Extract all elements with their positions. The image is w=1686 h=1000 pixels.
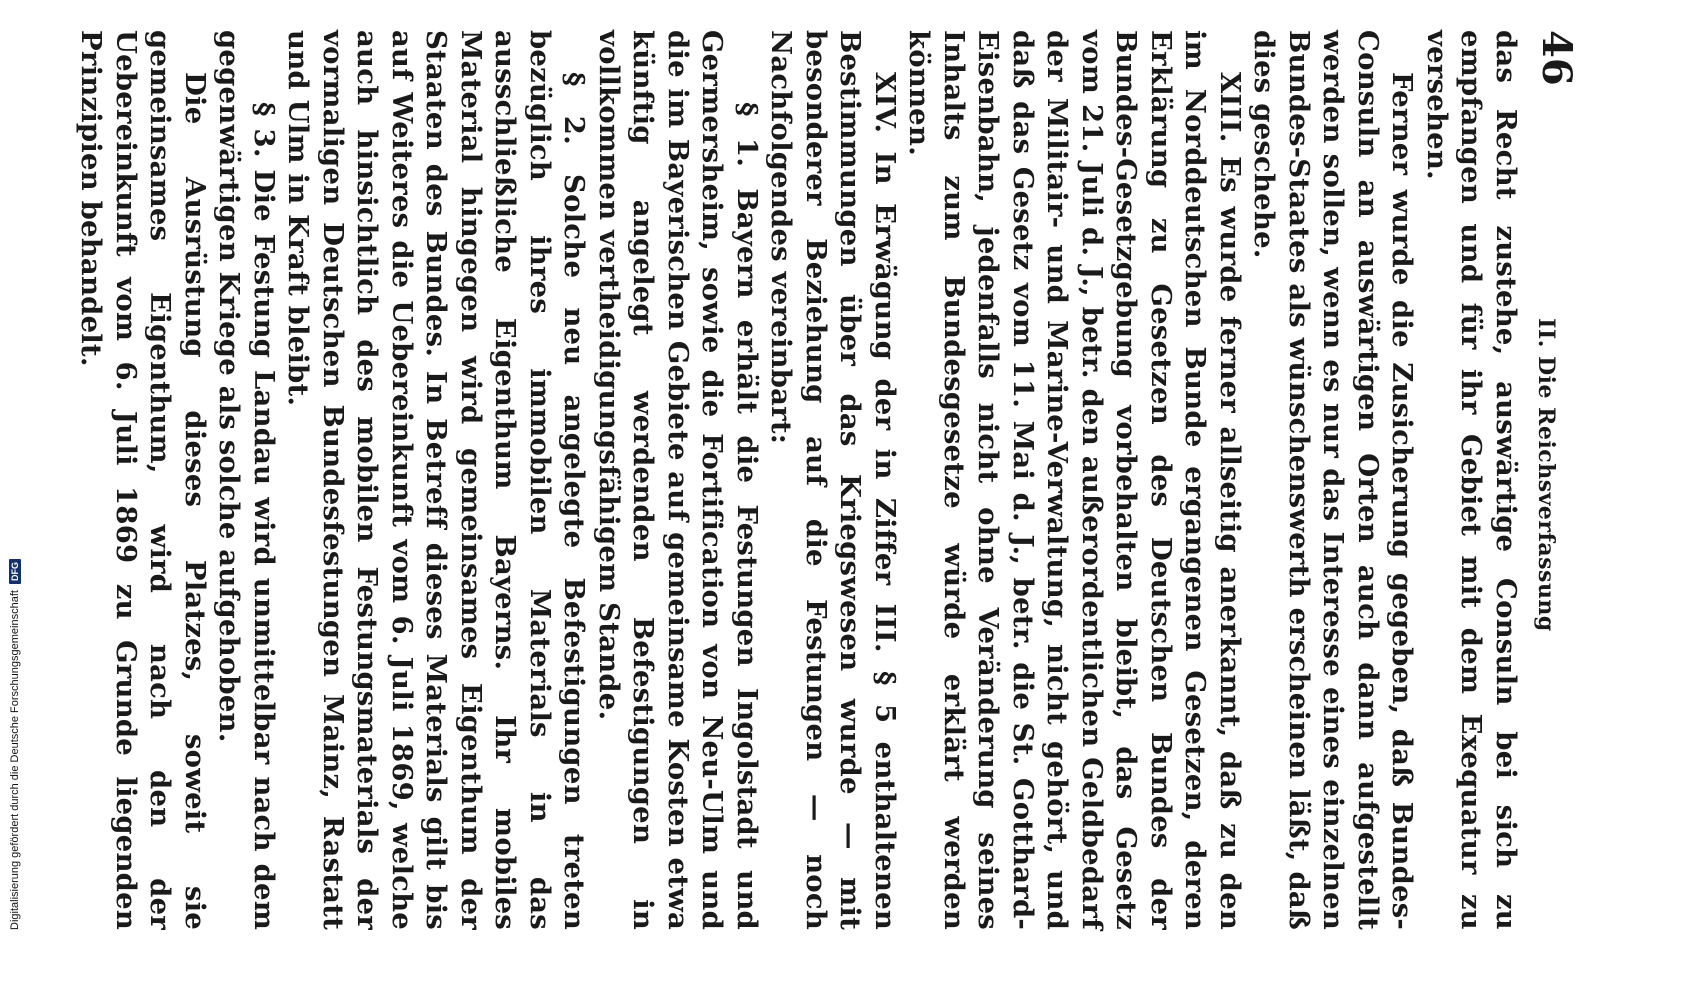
page-number: 46 xyxy=(1533,30,1580,86)
paragraph-consuls-right: das Recht zustehe, auswärtige Consuln bei sich zu empfangen und für ihr Gebiet mit dem Exequatur zu versehen. xyxy=(1421,30,1522,930)
paragraph-section-2: § 2. Solche neu angelegte Befestigungen treten bezüglich ihres immobilen Materials in das ausschließliche Eigenthum Bayerns. Ihr mobiles Material hingegen wird gemeinsames Eigenthum der Staaten des Bundes. In Betreff dieses Materials gilt bis auf Weiteres die Uebereinkunft vom 6. Juli 1869, welche auch hinsichtlich des mobilen Festungsmaterials der vormaligen Deutschen Bundesfestungen Mainz, Rastatt und Ulm in Kraft bleibt. xyxy=(282,30,591,930)
paragraph-xiii: XIII. Es wurde ferner allseitig anerkannt, daß zu den im Norddeutschen Bunde ergangenen Gesetzen, deren Erklärung zu Gesetzen des Deutschen Bundes der Bundes-Gesetzgebung vorbehalten bleibt, das Gesetz vom 21. Juli d. J., betr. den außerordentlichen Geldbedarf der Militair- und Marine-Verwaltung, nicht gehört, und daß das Gesetz vom 11. Mai d. J., betr. die St. Gotthard-Eisenbahn, jedenfalls nicht ohne Veränderung seines Inhalts zum Bundesgesetze würde erklärt werden können. xyxy=(903,30,1246,930)
paragraph-section-1: § 1. Bayern erhält die Festungen Ingolstadt und Germersheim, sowie die Fortification von Neu-Ulm und die im Bayerischen Gebiete auf gemeinsame Kosten etwa künftig angelegt werdenden Befestigungen in vollkommen vertheidigungsfähigem Stande. xyxy=(593,30,763,930)
paragraph-section-3: § 3. Die Festung Landau wird unmittelbar nach dem gegenwärtigen Kriege als solche aufgehoben. xyxy=(213,30,280,930)
dfg-logo-icon: DFG xyxy=(9,559,21,584)
rotated-text-block xyxy=(75,0,1593,960)
running-head: II. Die Reichsverfassung xyxy=(1533,318,1559,632)
paragraph-consuls-assurance: Ferner wurde die Zusicherung gegeben, daß Bundes-Consuln an auswärtigen Orten auch dann aufgestellt werden sollen, wenn es nur das Interesse eines einzelnen Bundes-Staates als wünschenswerth erscheinen läßt, daß dies geschehe. xyxy=(1248,30,1419,930)
page-header xyxy=(1533,0,1593,960)
paragraph-equipment: Die Ausrüstung dieses Platzes, soweit sie gemeinsames Eigenthum, wird nach den der Uebereinkunft vom 6. Juli 1869 zu Grunde liegenden Prinzipien behandelt. xyxy=(75,30,211,930)
paragraph-xiv: XIV. In Erwägung der in Ziffer III. § 5 enthaltenen Bestimmungen über das Kriegswesen wurde — mit besonderer Beziehung auf die Festungen — noch Nachfolgendes vereinbart: xyxy=(765,30,901,930)
digitization-credit xyxy=(4,0,26,1000)
page-body xyxy=(74,0,1533,960)
credit-text: Digitalisierung gefördert durch die Deutsche Forschungsgemeinschaft xyxy=(9,590,21,930)
